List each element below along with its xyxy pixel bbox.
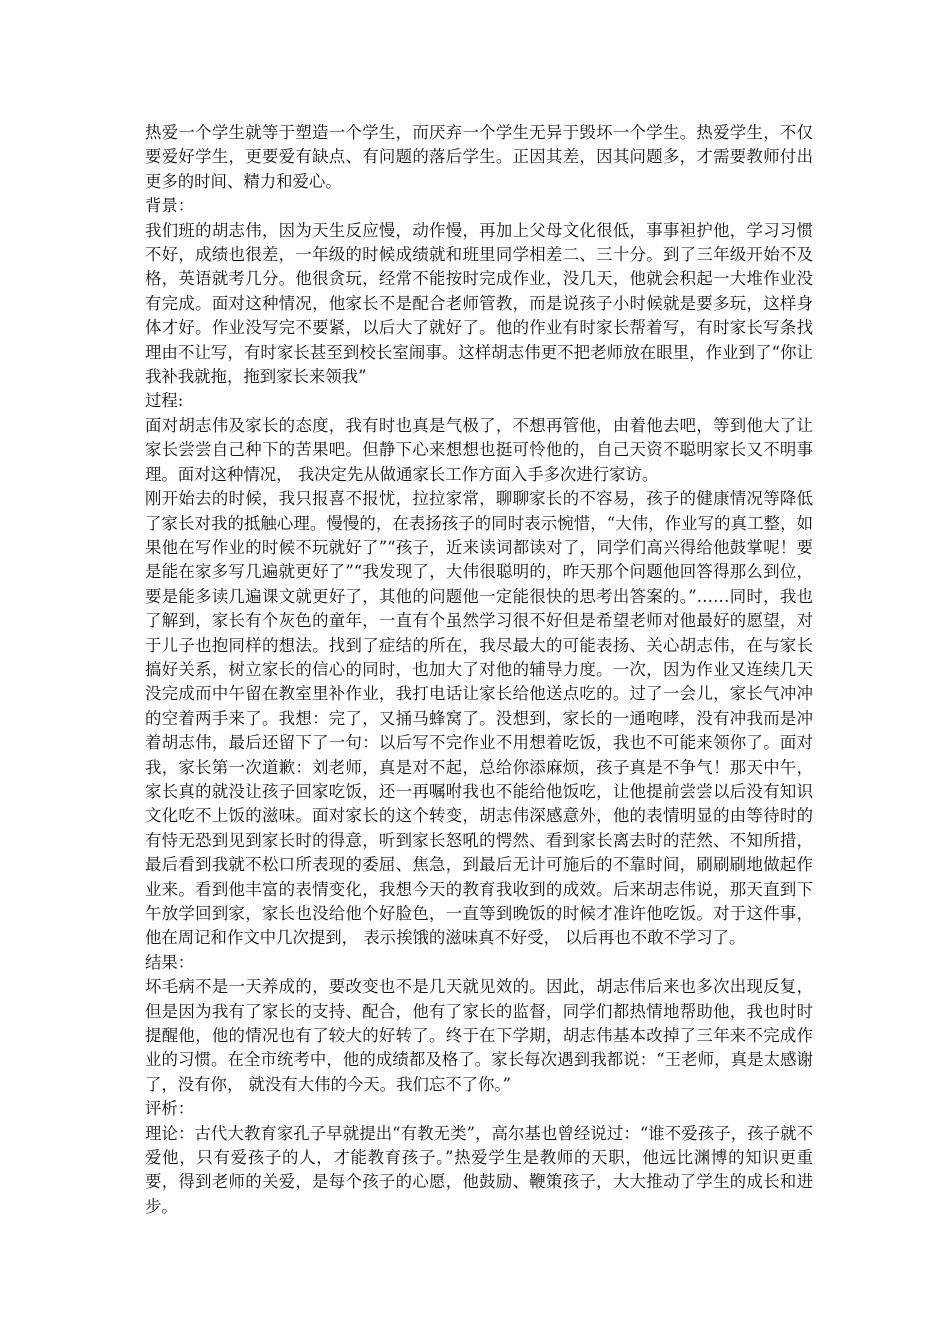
result-heading: 结果： bbox=[145, 952, 195, 972]
document-body bbox=[145, 121, 813, 1219]
intro-paragraph: 热爱一个学生就等于塑造一个学生，而厌弃一个学生无异于毁坏一个学生。热爱学生，不仅要爱好学生，更要爱有缺点、有问题的落后学生。正因其差，因其问题多，才需要教师付出更多的时间、精力和爱心。 bbox=[145, 123, 813, 191]
background-paragraph: 我们班的胡志伟，因为天生反应慢，动作慢，再加上父母文化很低，事事袒护他，学习习惯不好，成绩也很差，一年级的时候成绩就和班里同学相差二、三十分。到了三年级开始不及格，英语就考几分。他很贪玩，经常不能按时完成作业，没几天，他就会积起一大堆作业没有完成。面对这种情况，他家长不是配合老师管教，而是说孩子小时候就是要多玩，这样身体才好。作业没写完不要紧，以后大了就好了。他的作业有时家长帮着写，有时家长写条找理由不让写，有时家长甚至到校长室闹事。这样胡志伟更不把老师放在眼里，作业到了“你让我补我就拖，拖到家长来领我” bbox=[145, 220, 813, 387]
background-heading: 背景： bbox=[145, 196, 195, 216]
process-paragraph-2: 刚开始去的时候，我只报喜不报忧，拉拉家常，聊聊家长的不容易，孩子的健康情况等降低了家长对我的抵触心理。慢慢的，在表扬孩子的同时表示惋惜，“大伟，作业写的真工整，如果他在写作业的时候不玩就好了”“孩子，近来读词都读对了，同学们高兴得给他鼓掌呢！要是能在家多写几遍就更好了”“我发现了，大伟很聪明的，昨天那个问题他回答得那么到位，要是能多读几遍课文就更好了，其他的问题他一定能很快的思考出答案的。”……同时，我也了解到，家长有个灰色的童年，一直有个虽然学习很不好但是希望老师对他最好的愿望，对于儿子也抱同样的想法。找到了症结的所在，我尽最大的可能表扬、关心胡志伟，在与家长搞好关系，树立家长的信心的同时，也加大了对他的辅导力度。一次，因为作业又连续几天没完成而中午留在教室里补作业，我打电话让家长给他送点吃的。过了一会儿，家长气冲冲的空着两手来了。我想：完了，又捅马蜂窝了。没想到，家长的一通咆哮，没有冲我而是冲着胡志伟，最后还留下了一句：以后写不完作业不用想着吃饭，我也不可能来领你了。面对我，家长第一次道歉：刘老师，真是对不起，总给你添麻烦，孩子真是不争气！那天中午，家长真的就没让孩子回家吃饭，还一再嘱咐我也不能给他饭吃，让他提前尝尝以后没有知识文化吃不上饭的滋味。面对家长的这个转变，胡志伟深感意外，他的表情明显的由等待时的有恃无恐到见到家长时的得意，听到家长怒吼的愕然、看到家长离去时的茫然、不知所措，最后看到我就不松口所表现的委屈、焦急，到最后无计可施后的不靠时间，刷刷刷地做起作业来。看到他丰富的表情变化，我想今天的教育我收到的成效。后来胡志伟说，那天直到下午放学回到家，家长也没给他个好脸色，一直等到晚饭的时候才准许他吃饭。对于这件事，他在周记和作文中几次提到， 表示挨饿的滋味真不好受， 以后再也不敢不学习了。 bbox=[145, 489, 813, 948]
review-paragraph: 理论：古代大教育家孔子早就提出“有教无类”，高尔基也曾经说过：“谁不爱孩子，孩子就不爱他，只有爱孩子的人，才能教育孩子。”热爱学生是教师的天职，他远比渊博的知识更重要，得到老师的关爱，是每个孩子的心愿，他鼓励、鞭策孩子，大大推动了学生的成长和进步。 bbox=[145, 1123, 813, 1216]
review-heading: 评析： bbox=[145, 1099, 195, 1119]
process-paragraph-1: 面对胡志伟及家长的态度，我有时也真是气极了，不想再管他，由着他去吧，等到他大了让家长尝尝自己种下的苦果吧。但静下心来想想也挺可怜他的，自己天资不聪明家长又不明事理。面对这种情况， 我决定先从做通家长工作方面入手多次进行家访。 bbox=[145, 415, 813, 484]
result-paragraph: 坏毛病不是一天养成的，要改变也不是几天就见效的。因此，胡志伟后来也多次出现反复，但是因为我有了家长的支持、配合，他有了家长的监督，同学们都热情地帮助他，我也时时提醒他，他的情况也有了较大的好转了。终于在下学期，胡志伟基本改掉了三年来不完成作业的习惯。在全市统考中，他的成绩都及格了。家长每次遇到我都说：“王老师，真是太感谢了，没有你， 就没有大伟的今天。我们忘不了你。” bbox=[145, 977, 813, 1094]
process-heading: 过程: bbox=[145, 391, 184, 411]
